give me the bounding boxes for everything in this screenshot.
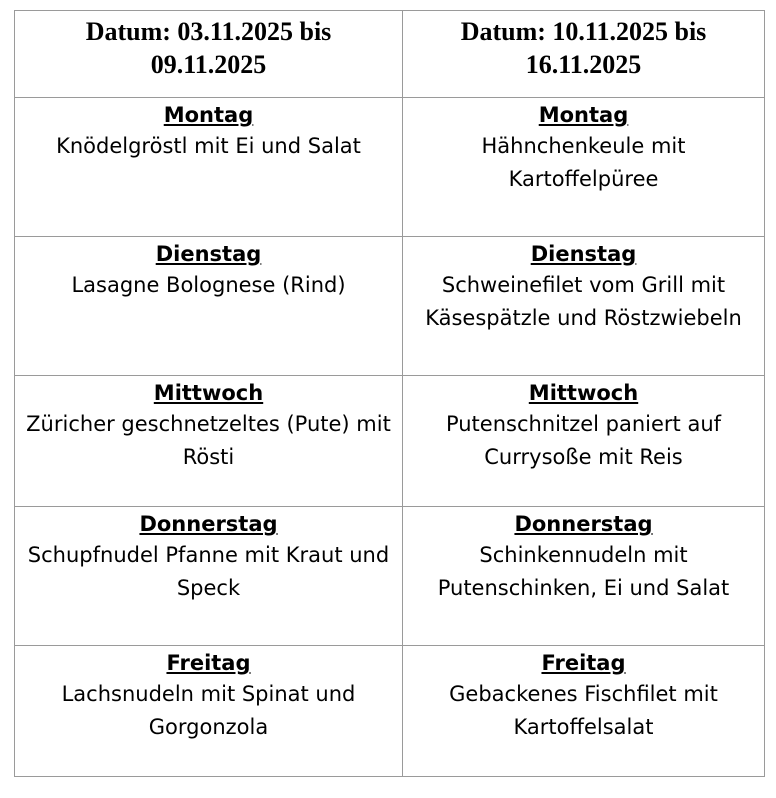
row-mittwoch <box>15 376 765 507</box>
day-label: Mittwoch <box>528 381 639 405</box>
week-2-montag-cell <box>403 98 765 237</box>
dish-text: Gebackenes Fischfilet mit Kartoffelsalat <box>449 682 718 739</box>
header-row <box>15 11 765 98</box>
day-label: Donnerstag <box>514 512 653 536</box>
week-1-freitag-cell <box>15 646 403 777</box>
day-label: Donnerstag <box>139 512 278 536</box>
day-label: Mittwoch <box>153 381 264 405</box>
dish-text: Schinkennudeln mit Putenschinken, Ei und Salat <box>437 543 730 600</box>
day-label: Freitag <box>541 651 626 675</box>
dish-text: Lasagne Bolognese (Rind) <box>71 273 346 297</box>
week-2-mittwoch-cell <box>403 376 765 507</box>
week-2-dienstag-cell <box>403 237 765 376</box>
dish-text: Züricher geschnetzeltes (Pute) mit Rösti <box>26 412 391 469</box>
row-freitag <box>15 646 765 777</box>
row-dienstag <box>15 237 765 376</box>
dish-text: Schweinefilet vom Grill mit Käsespätzle und Röstzwiebeln <box>425 273 742 330</box>
row-montag <box>15 98 765 237</box>
weekly-menu-table <box>14 10 765 777</box>
day-label: Dienstag <box>155 242 262 266</box>
week-1-mittwoch-cell <box>15 376 403 507</box>
dish-text: Schupfnudel Pfanne mit Kraut und Speck <box>27 543 390 600</box>
day-label: Dienstag <box>530 242 637 266</box>
dish-text: Knödelgröstl mit Ei und Salat <box>56 134 361 158</box>
day-label: Montag <box>163 103 254 127</box>
week-1-date-range: Datum: 03.11.2025 bis 09.11.2025 <box>85 17 332 79</box>
week-2-header-cell <box>403 11 765 98</box>
dish-text: Putenschnitzel paniert auf Currysoße mit Reis <box>445 412 722 469</box>
row-donnerstag <box>15 507 765 646</box>
dish-text: Hähnchenkeule mit Kartoffelpüree <box>481 134 686 191</box>
week-1-dienstag-cell <box>15 237 403 376</box>
week-2-donnerstag-cell <box>403 507 765 646</box>
day-label: Freitag <box>166 651 251 675</box>
week-2-date-range: Datum: 10.11.2025 bis 16.11.2025 <box>460 17 707 79</box>
dish-text: Lachsnudeln mit Spinat und Gorgonzola <box>61 682 356 739</box>
week-1-montag-cell <box>15 98 403 237</box>
week-1-donnerstag-cell <box>15 507 403 646</box>
week-1-header-cell <box>15 11 403 98</box>
week-2-freitag-cell <box>403 646 765 777</box>
day-label: Montag <box>538 103 629 127</box>
